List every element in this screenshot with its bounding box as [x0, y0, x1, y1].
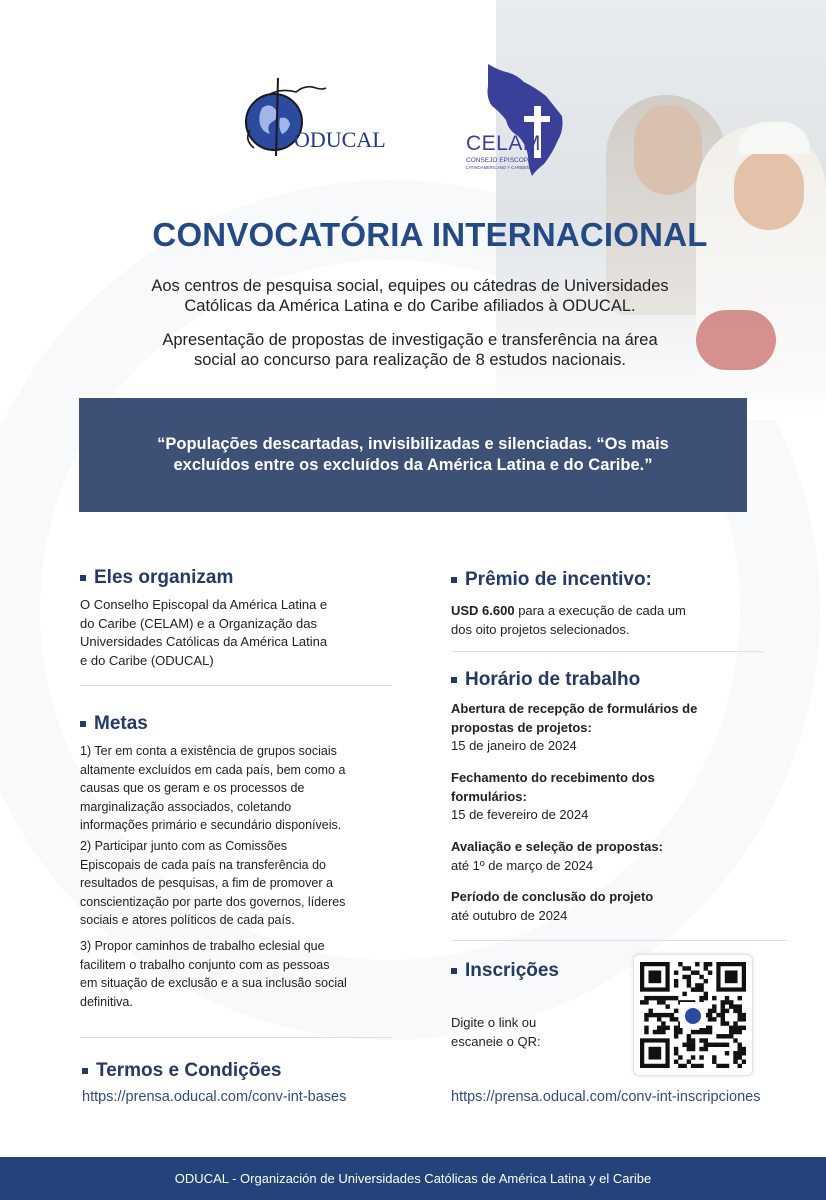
- celam-map-icon: [462, 62, 582, 182]
- schedule-label: formulários:: [451, 788, 527, 804]
- meta-line: resultados de pesquisas, a fim de promover a: [80, 876, 333, 890]
- meta-line: marginalização associados, coletando: [80, 799, 292, 814]
- photo-face-left: [634, 105, 702, 195]
- metas-heading: [80, 713, 148, 735]
- meta-line: facilitem o trabalho conjunto com as pessoas: [80, 957, 330, 972]
- meta-line: conscientização por parte dos governos, líderes: [80, 894, 346, 909]
- photo-zucchetto: [738, 122, 810, 154]
- organizam-line: e do Caribe (ODUCAL): [80, 652, 214, 668]
- meta-line: 2) Participar junto com as Comissões: [80, 839, 288, 853]
- inscricoes-line: escaneie o QR:: [451, 1033, 541, 1049]
- bullet-square-icon: [451, 577, 457, 583]
- schedule-item-3: [451, 838, 781, 875]
- celam-subtitle-2: LATINOAMERICANO Y CARIBEÑO: [466, 165, 534, 170]
- bullet-square-icon: [80, 575, 86, 581]
- schedule-label: Abertura de recepção de formulários de: [451, 701, 698, 716]
- qr-code-icon: [640, 962, 746, 1068]
- meta-item-2: [80, 837, 400, 930]
- meta-line: causas que os geram e os processos de: [80, 781, 305, 795]
- schedule-item-4: [451, 888, 781, 925]
- intro-line: Católicas da América Latina e do Caribe afiliados à ODUCAL.: [184, 297, 636, 315]
- premio-line: para a execução de cada um: [514, 603, 686, 618]
- celam-logo-text: CELAM: [466, 132, 541, 155]
- bullet-square-icon: [80, 721, 86, 727]
- inscricoes-text: [451, 1014, 611, 1051]
- schedule-date: 15 de fevereiro de 2024: [451, 807, 589, 822]
- metas-heading-text: Metas: [94, 713, 148, 734]
- intro-line: Apresentação de propostas de investigação e transferência na área: [162, 331, 658, 349]
- schedule-label: Fechamento do recebimento dos: [451, 770, 655, 785]
- oducal-logo-text: ODUCAL: [294, 127, 386, 152]
- intro-line: social ao concurso para realização de 8 estudos nacionais.: [193, 351, 626, 369]
- page-title: CONVOCATÓRIA INTERNACIONAL: [152, 216, 708, 253]
- qr-code[interactable]: [633, 954, 753, 1076]
- schedule-date: 15 de janeiro de 2024: [451, 738, 577, 753]
- schedule-label: propostas de projetos:: [451, 719, 592, 735]
- organizam-line: do Caribe (CELAM) e a Organização das: [80, 615, 318, 631]
- footer-bar: [0, 1157, 826, 1200]
- schedule-item-2: [451, 769, 781, 825]
- meta-item-1: [80, 742, 400, 835]
- bullet-square-icon: [82, 1068, 88, 1074]
- schedule-date: até 1º de março de 2024: [451, 857, 594, 873]
- meta-line: definitiva.: [80, 994, 133, 1009]
- schedule-label: Avaliação e seleção de propostas:: [451, 839, 663, 854]
- meta-line: informações primário e secundário disponíveis.: [80, 818, 342, 832]
- meta-item-3: [80, 937, 400, 1011]
- schedule-date: até outubro de 2024: [451, 907, 568, 923]
- organizam-line: O Conselho Episcopal da América Latina e: [80, 597, 328, 612]
- intro-line: Aos centros de pesquisa social, equipes ou cátedras de Universidades: [151, 277, 669, 295]
- premio-line: dos oito projetos selecionados.: [451, 621, 630, 637]
- inscricoes-heading-text: Inscrições: [465, 960, 559, 981]
- bullet-square-icon: [451, 968, 457, 974]
- theme-banner: [79, 398, 747, 512]
- banner-line: “Populações descartadas, invisibilizadas e silenciadas. “Os mais: [157, 435, 669, 453]
- divider: [451, 940, 787, 941]
- premio-heading-text: Prêmio de incentivo:: [465, 569, 652, 590]
- termos-link[interactable]: https://prensa.oducal.com/conv-int-bases: [82, 1089, 347, 1105]
- horario-heading: [451, 669, 640, 691]
- meta-line: altamente excluídos em cada país, bem como a: [80, 762, 346, 777]
- termos-heading: [82, 1060, 281, 1082]
- organizam-line: Universidades Católicas da América Latina: [80, 634, 328, 649]
- schedule-item-1: [451, 700, 781, 756]
- divider: [80, 685, 392, 686]
- inscricoes-line: Digite o link ou: [451, 1015, 537, 1030]
- footer-text: ODUCAL - Organización de Universidades Católicas de América Latina y el Caribe: [174, 1171, 652, 1186]
- bullet-square-icon: [451, 677, 457, 683]
- oducal-logo: [240, 60, 400, 160]
- organizam-heading-text: Eles organizam: [94, 567, 234, 588]
- inscricoes-link[interactable]: https://prensa.oducal.com/conv-int-inscripciones: [451, 1089, 761, 1105]
- meta-line: em situação de exclusão e a sua inclusão social: [80, 976, 347, 990]
- meta-line: sociais e atores políticos de cada país.: [80, 913, 295, 927]
- banner-line: excluídos entre os excluídos da América Latina e do Caribe.”: [173, 456, 653, 474]
- premio-text: [451, 602, 781, 639]
- divider: [80, 1037, 392, 1038]
- intro-paragraph-2: [100, 330, 720, 370]
- premio-amount: USD 6.600: [451, 603, 515, 618]
- meta-line: Episcopais de cada país na transferência do: [80, 857, 326, 872]
- inscricoes-heading: [451, 960, 559, 982]
- schedule-label: Período de conclusão do projeto: [451, 889, 654, 904]
- divider: [451, 651, 763, 652]
- celam-logo: [462, 62, 582, 182]
- termos-heading-text: Termos e Condições: [96, 1060, 282, 1081]
- organizam-text: [80, 596, 400, 670]
- meta-line: 1) Ter em conta a existência de grupos sociais: [80, 744, 337, 758]
- celam-subtitle-1: CONSEJO EPISCOPAL: [466, 157, 536, 164]
- meta-line: 3) Propor caminhos de trabalho eclesial que: [80, 939, 325, 953]
- organizam-heading: [80, 567, 233, 589]
- horario-heading-text: Horário de trabalho: [465, 669, 641, 690]
- premio-heading: [451, 569, 652, 591]
- intro-paragraph-1: [100, 276, 720, 316]
